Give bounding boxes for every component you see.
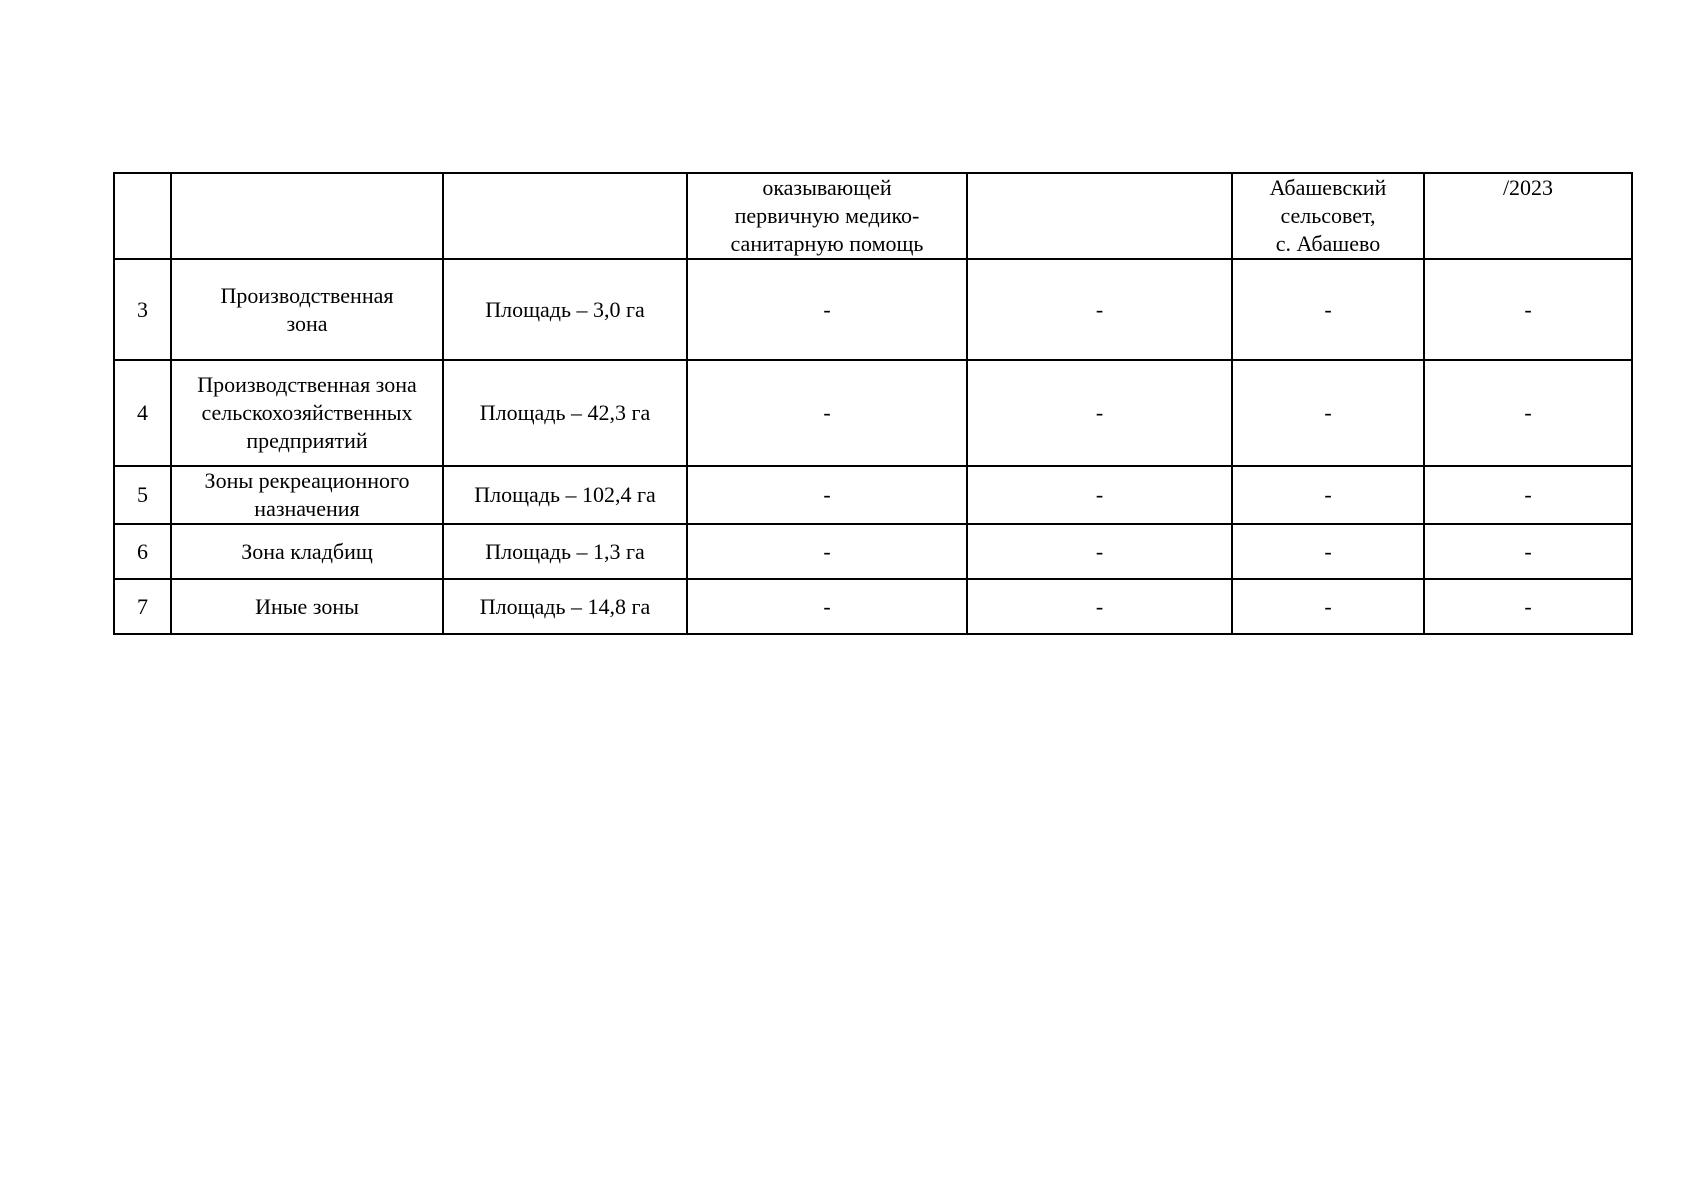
cell-col5: - xyxy=(967,360,1232,466)
cell-params: Площадь – 102,4 га xyxy=(443,466,687,524)
cell-col5: - xyxy=(967,579,1232,634)
cell-col5: - xyxy=(967,259,1232,360)
cell-name: Зоны рекреационного назначения xyxy=(171,466,443,524)
cell-date: - xyxy=(1424,360,1632,466)
cell-col5 xyxy=(967,173,1232,259)
zones-table xyxy=(113,172,1633,635)
cell-num: 6 xyxy=(114,524,171,579)
table-row xyxy=(114,579,1632,634)
cell-purpose: - xyxy=(687,259,967,360)
cell-col5: - xyxy=(967,466,1232,524)
cell-location: - xyxy=(1232,259,1424,360)
cell-num: 3 xyxy=(114,259,171,360)
cell-purpose: оказывающей первичную медико- санитарную помощь xyxy=(687,173,967,259)
cell-location: - xyxy=(1232,360,1424,466)
cell-name xyxy=(171,173,443,259)
cell-num xyxy=(114,173,171,259)
cell-params: Площадь – 3,0 га xyxy=(443,259,687,360)
cell-name: Производственная зона сельскохозяйственных предприятий xyxy=(171,360,443,466)
cell-name: Иные зоны xyxy=(171,579,443,634)
cell-date: - xyxy=(1424,259,1632,360)
cell-location: - xyxy=(1232,466,1424,524)
cell-params: Площадь – 14,8 га xyxy=(443,579,687,634)
cell-location: - xyxy=(1232,579,1424,634)
cell-purpose: - xyxy=(687,360,967,466)
cell-location: Абашевский сельсовет, с. Абашево xyxy=(1232,173,1424,259)
cell-name: Зона кладбищ xyxy=(171,524,443,579)
cell-location: - xyxy=(1232,524,1424,579)
cell-params: Площадь – 1,3 га xyxy=(443,524,687,579)
table-row xyxy=(114,259,1632,360)
continuation-row xyxy=(114,173,1632,259)
cell-purpose: - xyxy=(687,579,967,634)
cell-num: 7 xyxy=(114,579,171,634)
cell-purpose: - xyxy=(687,466,967,524)
cell-date: - xyxy=(1424,524,1632,579)
table-row xyxy=(114,524,1632,579)
table-row xyxy=(114,466,1632,524)
cell-num: 5 xyxy=(114,466,171,524)
table-row xyxy=(114,360,1632,466)
cell-date: - xyxy=(1424,579,1632,634)
cell-col5: - xyxy=(967,524,1232,579)
cell-date: - xyxy=(1424,466,1632,524)
cell-num: 4 xyxy=(114,360,171,466)
cell-params: Площадь – 42,3 га xyxy=(443,360,687,466)
cell-params xyxy=(443,173,687,259)
cell-name: Производственная зона xyxy=(171,259,443,360)
cell-date: /2023 xyxy=(1424,173,1632,259)
cell-purpose: - xyxy=(687,524,967,579)
